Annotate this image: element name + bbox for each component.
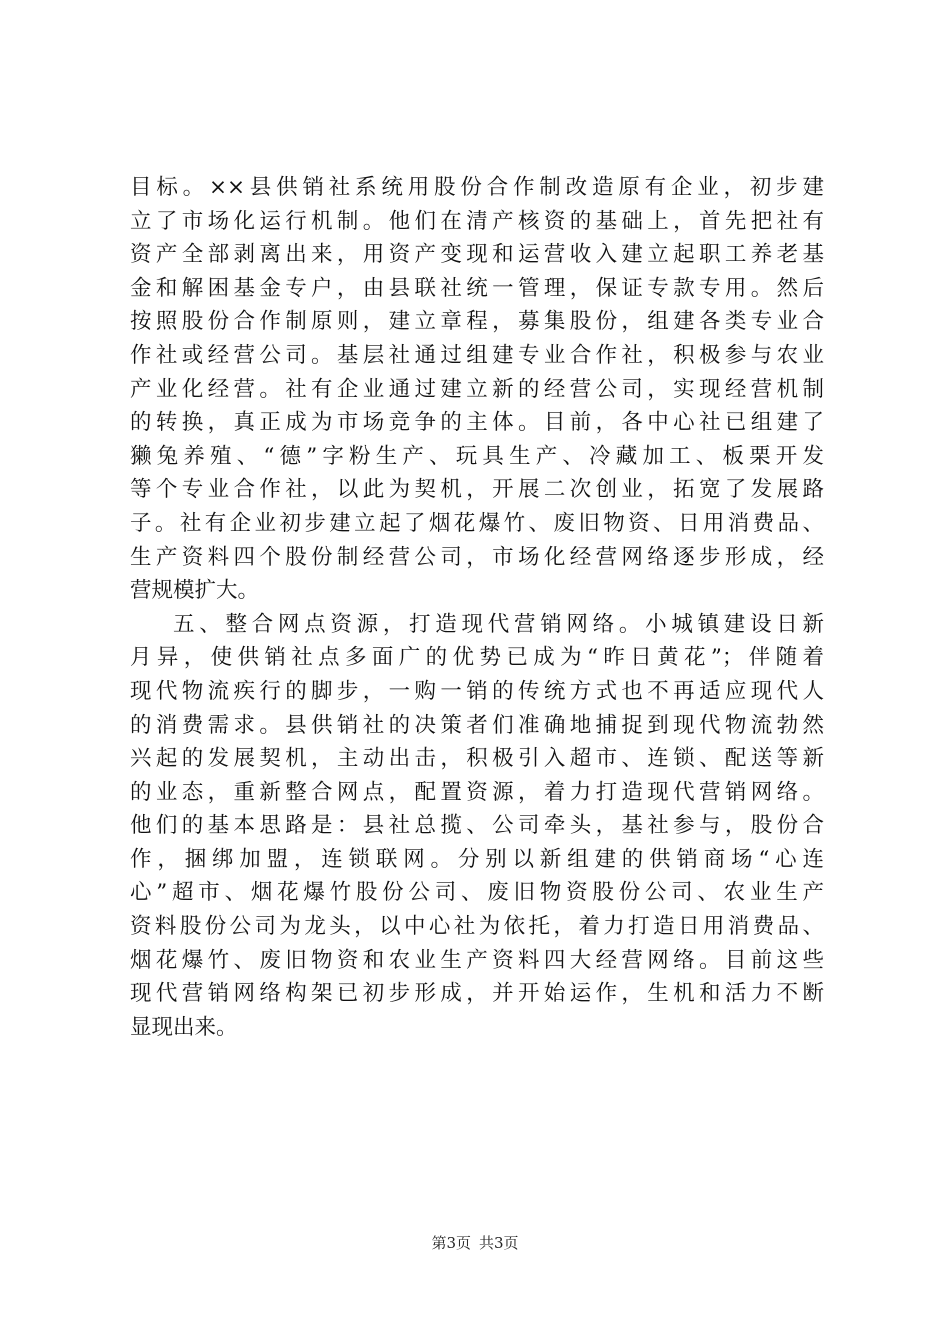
paragraph-line	[130, 272, 824, 306]
paragraph-line	[130, 843, 824, 877]
paragraph-line	[130, 876, 824, 910]
paragraph-line-text: 的业态，重新整合网点，配置资源，着力打造现代营销网络。	[130, 779, 824, 805]
paragraph-line-text: 獭兔养殖、“德”字粉生产、玩具生产、冷藏加工、板栗开发	[130, 443, 824, 469]
paragraph-line	[130, 910, 824, 944]
paragraph-line	[130, 1011, 824, 1045]
page-footer	[0, 1233, 950, 1253]
paragraph-line	[130, 977, 824, 1011]
paragraph-line-text: 生产资料四个股份制经营公司，市场化经营网络逐步形成，经	[130, 544, 824, 570]
paragraph-line-text: 五、整合网点资源，打造现代营销网络。小城镇建设日新	[173, 611, 824, 637]
paragraph-line-text: 产业化经营。社有企业通过建立新的经营公司，实现经营机制	[130, 376, 824, 402]
paragraph-line-text: 资产全部剥离出来，用资产变现和运营收入建立起职工养老基	[130, 242, 824, 268]
page-number-current: 第3页	[431, 1234, 471, 1252]
paragraph-line-text: 现代营销网络构架已初步形成，并开始运作，生机和活力不断	[130, 981, 824, 1007]
paragraph-line-text: 兴起的发展契机，主动出击，积极引入超市、连锁、配送等新	[130, 746, 824, 772]
paragraph-line-text: 金和解困基金专户，由县联社统一管理，保证专款专用。然后	[130, 275, 824, 301]
paragraph-line-text: 烟花爆竹、废旧物资和农业生产资料四大经营网络。目前这些	[130, 947, 824, 973]
paragraph-line-text: 显现出来。	[130, 1014, 238, 1040]
paragraph-line	[130, 709, 824, 743]
paragraph-line-text: 现代物流疾行的脚步，一购一销的传统方式也不再适应现代人	[130, 678, 824, 704]
paragraph-line	[130, 641, 824, 675]
paragraph-line-text: 月异，使供销社点多面广的优势已成为“昨日黄花”；伴随着	[130, 645, 824, 671]
paragraph-line	[130, 205, 824, 239]
paragraph-line	[130, 742, 824, 776]
paragraph-line-text: 资料股份公司为龙头，以中心社为依托，着力打造日用消费品、	[130, 914, 824, 940]
paragraph-line	[130, 944, 824, 978]
paragraph-line-text: 作，捆绑加盟，连锁联网。分别以新组建的供销商场“心连	[130, 846, 824, 872]
paragraph-line-text: 营规模扩大。	[130, 578, 260, 604]
document-body	[130, 171, 824, 1044]
paragraph-line	[130, 373, 824, 407]
paragraph-line	[130, 675, 824, 709]
paragraph-line	[130, 305, 824, 339]
paragraph-line-text: 心”超市、烟花爆竹股份公司、废旧物资股份公司、农业生产	[130, 880, 824, 906]
paragraph-line	[130, 608, 824, 642]
paragraph-line	[130, 440, 824, 474]
paragraph-line	[130, 171, 824, 205]
paragraph-line-text: 他们的基本思路是：县社总揽、公司牵头，基社参与，股份合	[130, 813, 824, 839]
paragraph-line	[130, 238, 824, 272]
paragraph-line	[130, 473, 824, 507]
paragraph-line	[130, 541, 824, 575]
paragraph-line	[130, 574, 824, 608]
paragraph-line-text: 作社或经营公司。基层社通过组建专业合作社，积极参与农业	[130, 342, 824, 368]
paragraph-line-text: 的转换，真正成为市场竞争的主体。目前，各中心社已组建了	[130, 410, 824, 436]
paragraph-line-text: 按照股份合作制原则，建立章程，募集股份，组建各类专业合	[130, 309, 824, 335]
paragraph-1	[130, 171, 824, 608]
paragraph-line-text: 的消费需求。县供销社的决策者们准确地捕捉到现代物流勃然	[130, 712, 824, 738]
page-number-total: 共3页	[479, 1234, 519, 1252]
paragraph-line	[130, 406, 824, 440]
paragraph-line-text: 立了市场化运行机制。他们在清产核资的基础上，首先把社有	[130, 208, 824, 234]
paragraph-2	[130, 608, 824, 1045]
paragraph-line	[130, 776, 824, 810]
paragraph-line	[130, 809, 824, 843]
paragraph-line-text: 目标。××县供销社系统用股份合作制改造原有企业，初步建	[130, 175, 824, 200]
paragraph-line	[130, 507, 824, 541]
paragraph-line-text: 等个专业合作社，以此为契机，开展二次创业，拓宽了发展路	[130, 477, 824, 503]
paragraph-line	[130, 339, 824, 373]
paragraph-line-text: 子。社有企业初步建立起了烟花爆竹、废旧物资、日用消费品、	[130, 510, 824, 536]
